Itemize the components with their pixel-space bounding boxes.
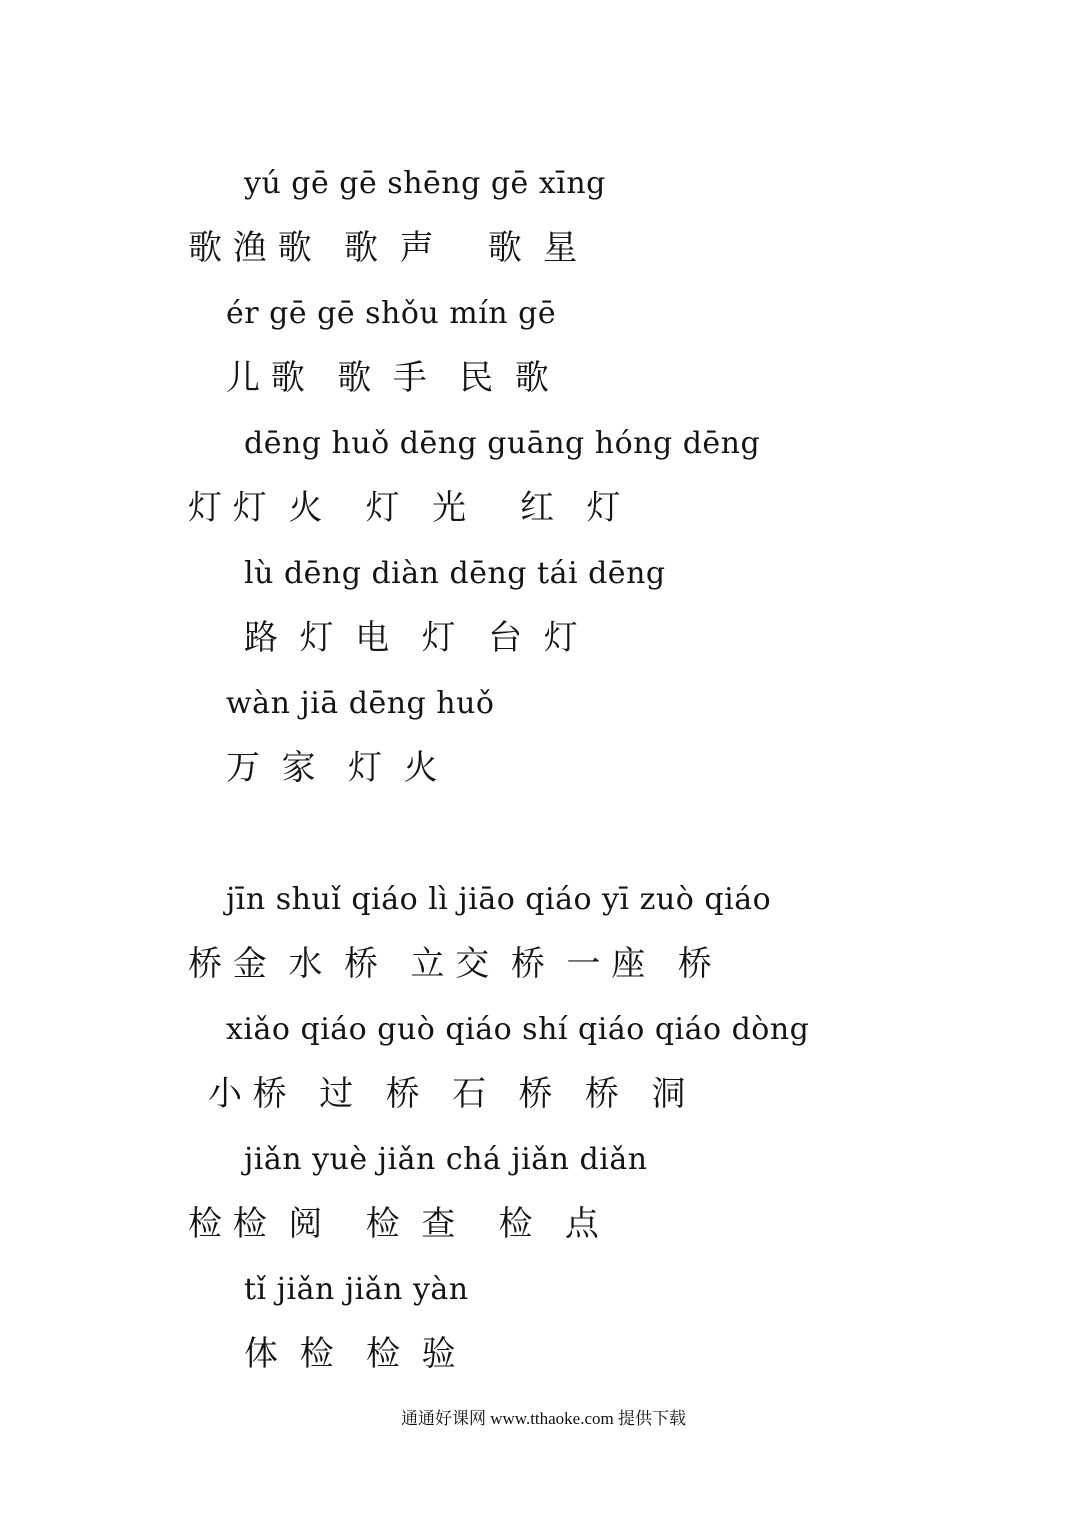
hanzi-row-qiao-1: 桥 金 水 桥 立 交 桥 一 座 桥 <box>188 944 712 984</box>
hanzi-row-qiao-2: 小 桥 过 桥 石 桥 桥 洞 <box>208 1074 686 1114</box>
pinyin-row-deng-3: wàn jiā dēng huǒ <box>226 686 495 721</box>
footer-credit: 通通好课网 www.tthaoke.com 提供下载 <box>400 1409 687 1428</box>
pinyin-row-ge-2: ér gē gē shǒu mín gē <box>226 296 557 331</box>
hanzi-row-ge-1: 歌 渔 歌 歌 声 歌 星 <box>188 228 578 268</box>
pinyin-row-jian-2: tǐ jiǎn jiǎn yàn <box>244 1272 469 1307</box>
hanzi-row-deng-3: 万 家 灯 火 <box>226 748 438 788</box>
pinyin-row-qiao-1: jīn shuǐ qiáo lì jiāo qiáo yī zuò qiáo <box>226 882 772 917</box>
hanzi-row-jian-1: 检 检 阅 检 查 检 点 <box>188 1204 599 1244</box>
hanzi-row-deng-1: 灯 灯 火 灯 光 红 灯 <box>188 488 621 528</box>
pinyin-row-ge-1: yú gē gē shēng gē xīng <box>244 166 606 201</box>
hanzi-row-ge-2: 儿 歌 歌 手 民 歌 <box>226 358 549 398</box>
pinyin-row-jian-1: jiǎn yuè jiǎn chá jiǎn diǎn <box>244 1142 648 1177</box>
pinyin-row-deng-2: lù dēng diàn dēng tái dēng <box>244 556 666 591</box>
hanzi-row-jian-2: 体 检 检 验 <box>244 1334 456 1374</box>
pinyin-row-deng-1: dēng huǒ dēng guāng hóng dēng <box>244 426 761 461</box>
pinyin-row-qiao-2: xiǎo qiáo guò qiáo shí qiáo qiáo dòng <box>226 1012 810 1047</box>
hanzi-row-deng-2: 路 灯 电 灯 台 灯 <box>244 618 578 658</box>
